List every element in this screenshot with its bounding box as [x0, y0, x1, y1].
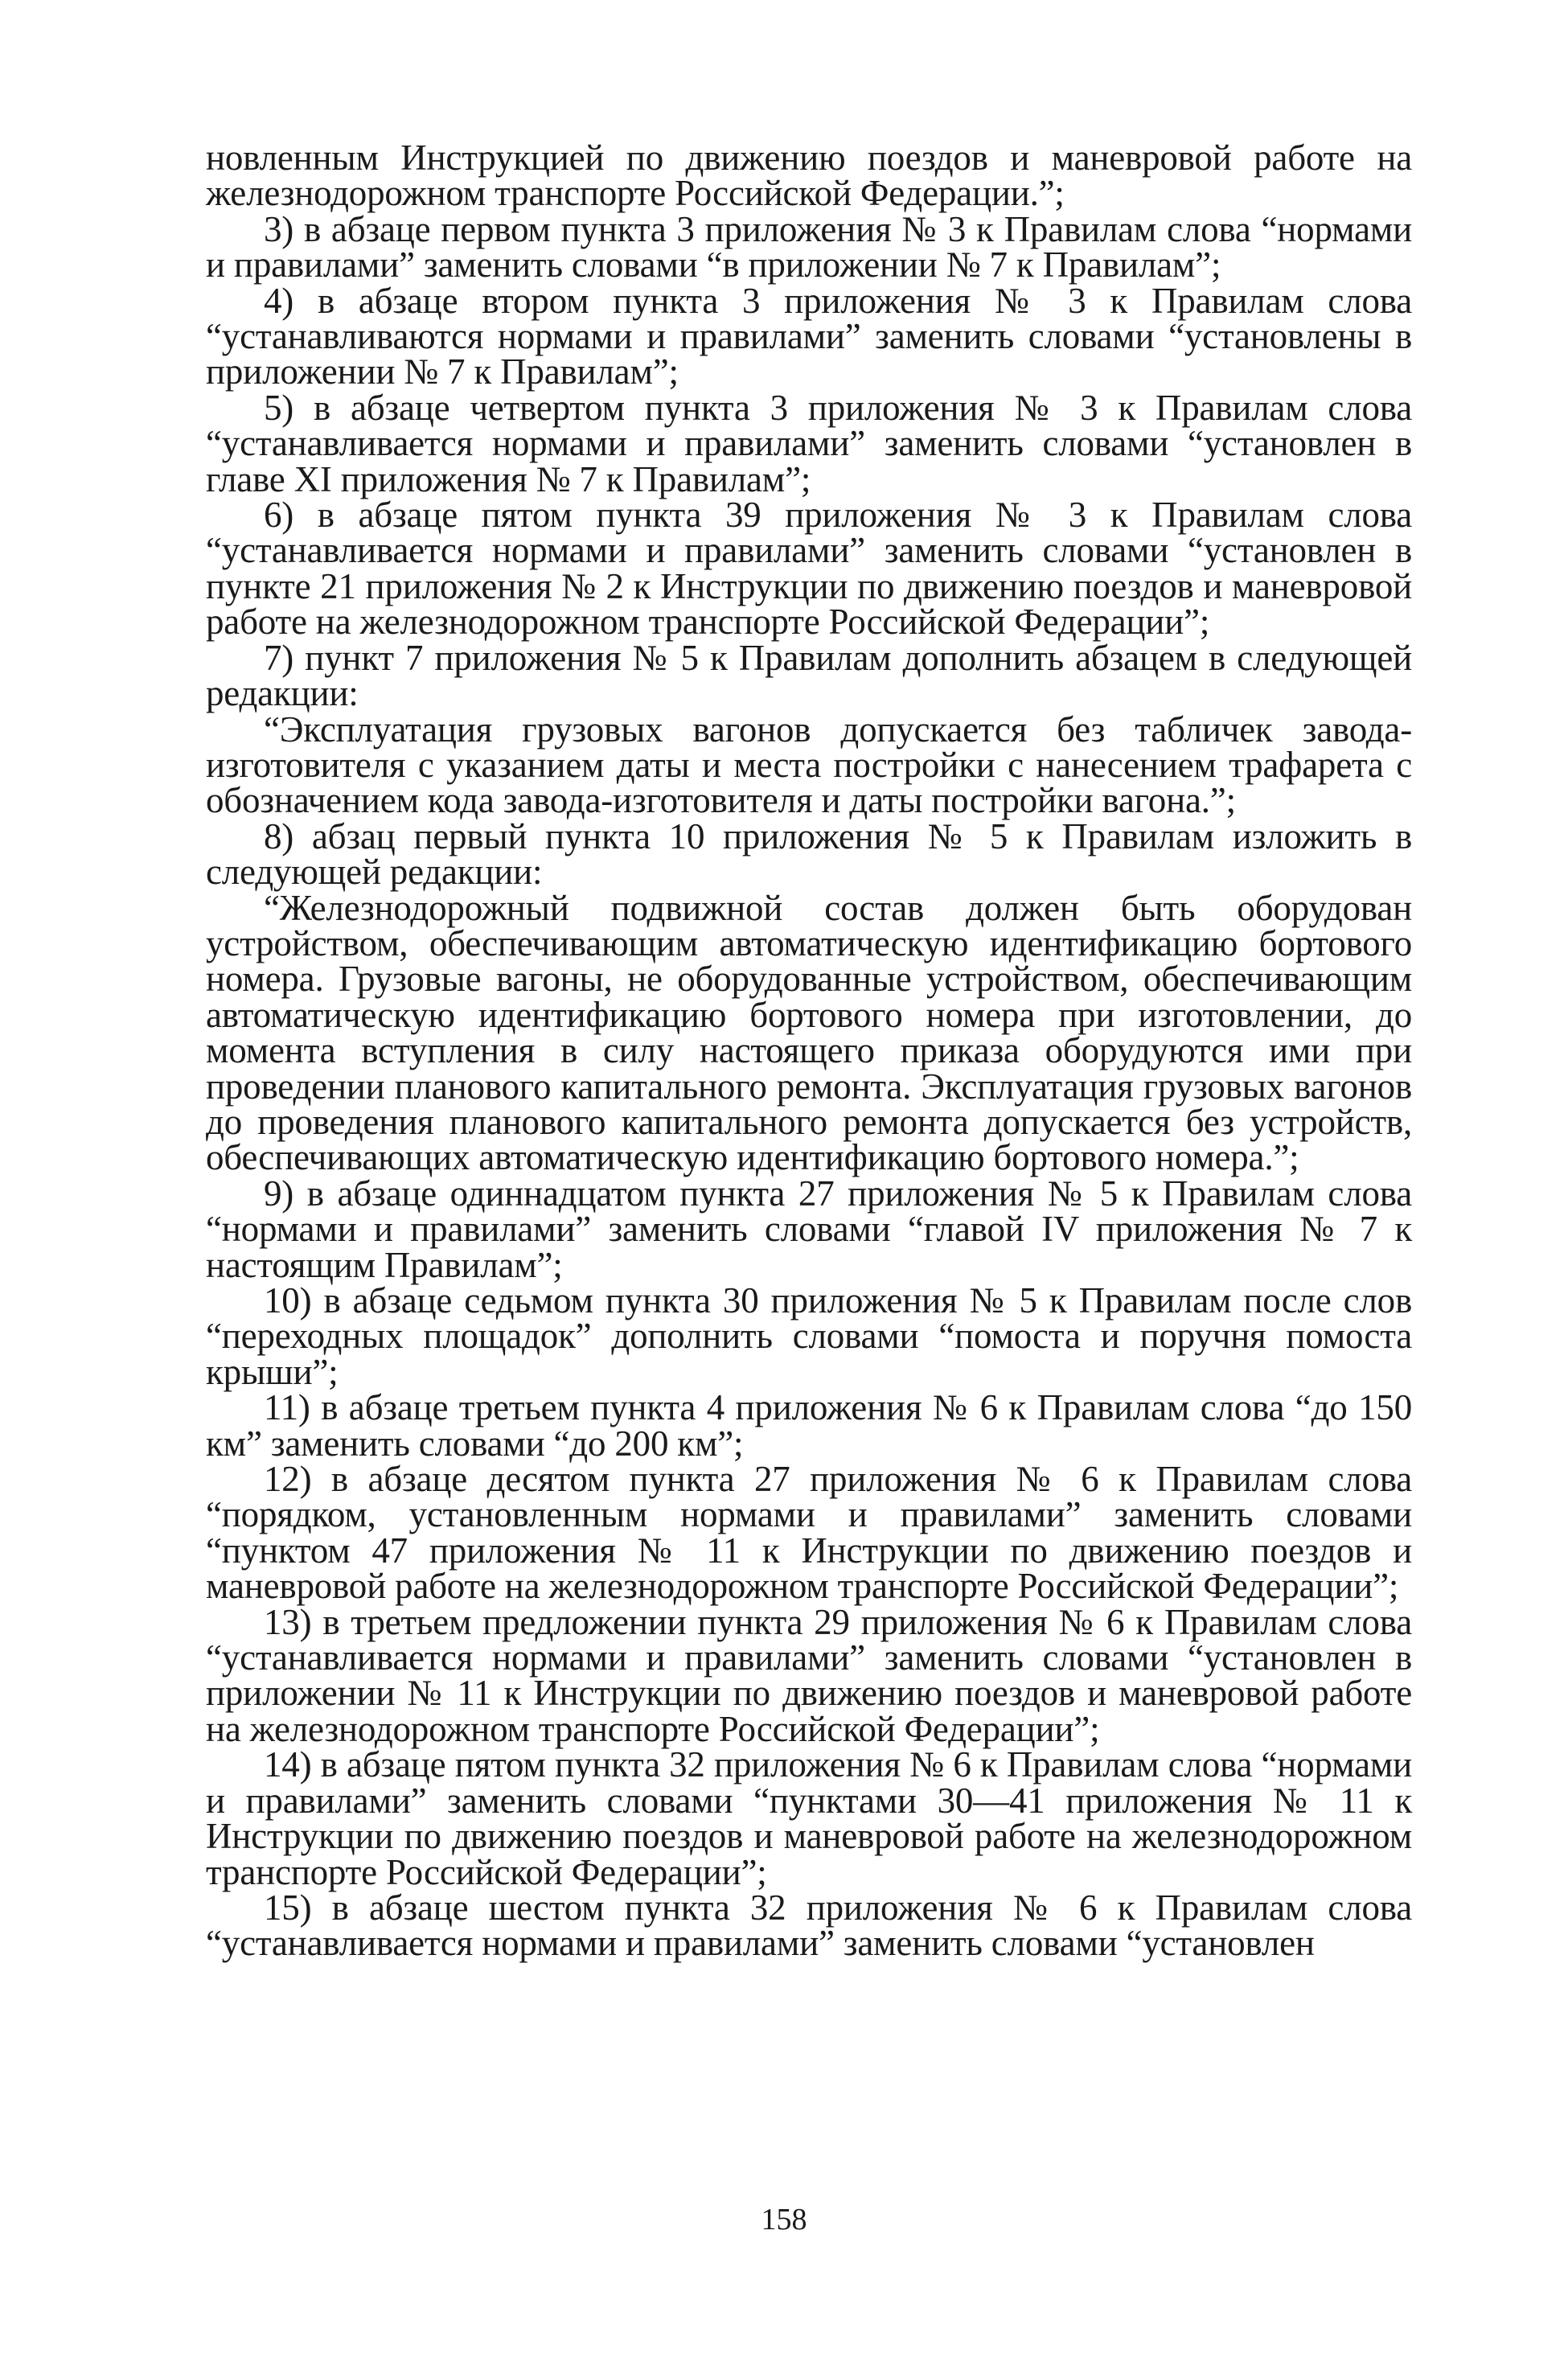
- paragraph: “Эксплуатация грузовых вагонов допускается без табличек завода-изготовителя с указанием даты и места постройки с нанесением трафарета с обозначением кода завода-изготовителя и даты постройки вагона.”;: [206, 709, 1412, 821]
- paragraph: 4) в абзаце втором пункта 3 приложения № 3 к Правилам слова “устанавливаются нормами и правилами” заменить словами “установлены в приложении № 7 к Правилам”;: [206, 280, 1412, 392]
- paragraph: 8) абзац первый пункта 10 приложения № 5 к Правилам изложить в следующей редакции:: [206, 815, 1412, 893]
- paragraph: 13) в третьем предложении пункта 29 приложения № 6 к Правилам слова “устанавливается нормами и правилами” заменить словами “установлен в приложении № 11 к Инструкции по движению поездов и маневровой работе на железнодорожном транспорте Российской Федерации”;: [206, 1601, 1412, 1749]
- paragraph: 12) в абзаце десятом пункта 27 приложения № 6 к Правилам слова “порядком, установленным нормами и правилами” заменить словами “пунктом 47 приложения № 11 к Инструкции по движению поездов и маневровой работе на железнодорожном транспорте Российской Федерации”;: [206, 1459, 1412, 1607]
- paragraph: 7) пункт 7 приложения № 5 к Правилам дополнить абзацем в следующей редакции:: [206, 637, 1412, 714]
- paragraph: 5) в абзаце четвертом пункта 3 приложения № 3 к Правилам слова “устанавливается нормами и правилами” заменить словами “установлен в главе XI приложения № 7 к Правилам”;: [206, 387, 1412, 499]
- paragraph: 14) в абзаце пятом пункта 32 приложения № 6 к Правилам слова “нормами и правилами” заменить словами “пунктами 30—41 приложения № 11 к Инструкции по движению поездов и маневровой работе на железнодорожном транспорте Российской Федерации”;: [206, 1744, 1412, 1892]
- paragraph: “Железнодорожный подвижной состав должен быть оборудован устройством, обеспечивающим автоматическую идентификацию бортового номера. Грузовые вагоны, не оборудованные устройством, обеспечивающим автоматическую идентификацию бортового номера при изготовлении, до момента вступления в силу настоящего приказа оборудуются ими при проведении планового капитального ремонта. Эксплуатация грузовых вагонов до проведения планового капитального ремонта допускается без устройств, обеспечивающих автоматическую идентификацию бортового номера.”;: [206, 887, 1412, 1178]
- paragraph: 10) в абзаце седьмом пункта 30 приложения № 5 к Правилам после слов “переходных площадок” дополнить словами “помоста и поручня помоста крыши”;: [206, 1280, 1412, 1392]
- document-body: [206, 138, 1412, 1964]
- paragraph: 9) в абзаце одиннадцатом пункта 27 приложения № 5 к Правилам слова “нормами и правилами” заменить словами “главой IV приложения № 7 к настоящим Правилам”;: [206, 1173, 1412, 1285]
- paragraph: 11) в абзаце третьем пункта 4 приложения № 6 к Правилам слова “до 150 км” заменить словами “до 200 км”;: [206, 1387, 1412, 1464]
- paragraph: новленным Инструкцией по движению поездов и маневровой работе на железнодорожном транспорте Российской Федерации.”;: [206, 138, 1412, 214]
- page-number: 158: [761, 2203, 807, 2236]
- paragraph: 15) в абзаце шестом пункта 32 приложения № 6 к Правилам слова “устанавливается нормами и правилами” заменить словами “установлен: [206, 1887, 1412, 1964]
- paragraph: 6) в абзаце пятом пункта 39 приложения № 3 к Правилам слова “устанавливается нормами и правилами” заменить словами “установлен в пункте 21 приложения № 2 к Инструкции по движению поездов и маневровой работе на железнодорожном транспорте Российской Федерации”;: [206, 495, 1412, 643]
- paragraph: 3) в абзаце первом пункта 3 приложения № 3 к Правилам слова “нормами и правилами” заменить словами “в приложении № 7 к Правилам”;: [206, 208, 1412, 285]
